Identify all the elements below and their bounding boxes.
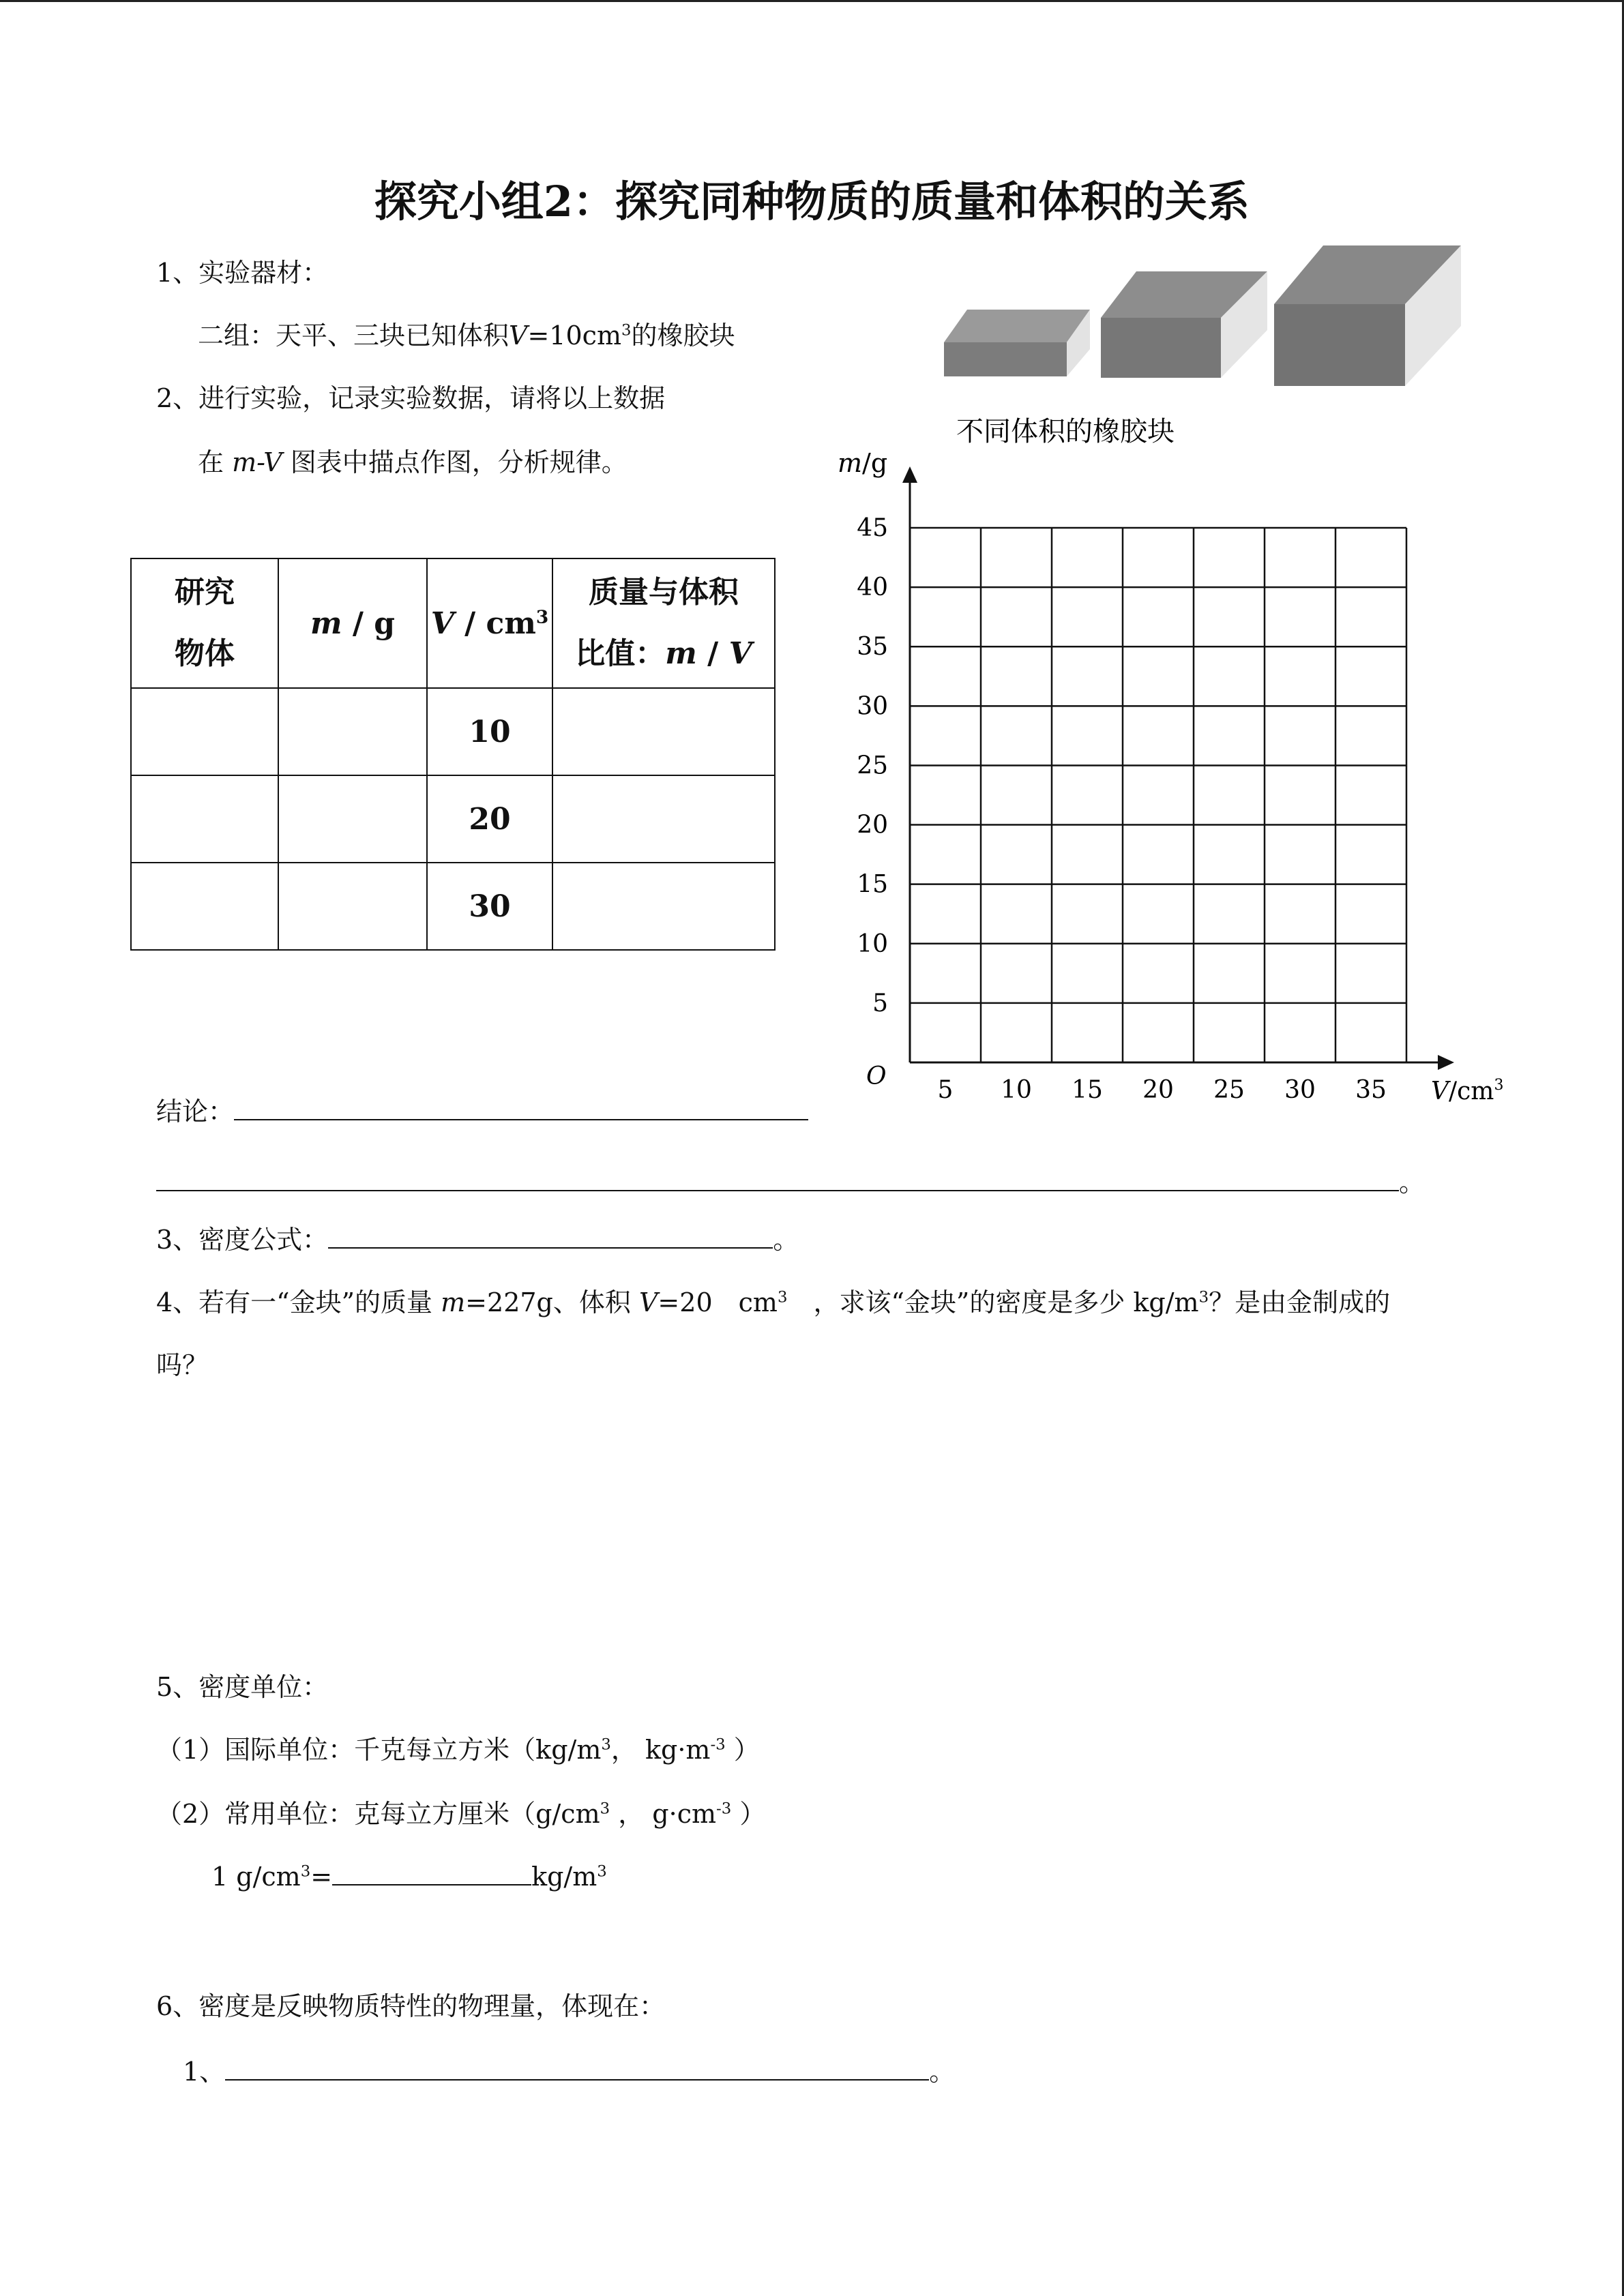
- y-tick-label: 10: [857, 929, 888, 958]
- section4-line1: 4、若有一“金块”的质量 m=227g、体积 V=20 $cm^3$ ，求该“金块”的密度是多少 $kg/m^3$？是由金制成的: [156, 1287, 1391, 1317]
- cell-volume: 10: [427, 688, 552, 775]
- x-axis-label: $V/cm^3$: [1431, 1077, 1504, 1105]
- x-tick-label: 15: [1072, 1076, 1103, 1104]
- cell-ratio[interactable]: [552, 688, 775, 775]
- section5-heading: 5、密度单位：: [156, 1672, 329, 1702]
- conclusion-label: 结论：: [156, 1097, 235, 1127]
- page-border-top: [0, 0, 1624, 2]
- rubber-block-medium: [1101, 271, 1267, 378]
- y-axis-arrow: [902, 466, 917, 483]
- y-tick-label: 20: [857, 811, 888, 839]
- rubber-blocks-illustration: [934, 239, 1480, 396]
- section5-intl-unit: （1）国际单位：千克每立方米（$kg/m^3$， $kg\cdot m^{-3}$ ）: [156, 1735, 760, 1765]
- x-tick-label: 25: [1213, 1076, 1245, 1104]
- chart-ticks: [857, 514, 1387, 1104]
- section6-heading: 6、密度是反映物质特性的物理量，体现在：: [156, 1991, 666, 2021]
- chart-title: 不同体积的橡胶块: [956, 416, 1175, 447]
- table-header-row: [131, 558, 775, 688]
- cell-volume: 20: [427, 775, 552, 863]
- header-ratio: 质量与体积 比值：m / V: [552, 558, 775, 688]
- origin-label: O: [866, 1062, 887, 1090]
- section3-label: 3、密度公式：: [156, 1225, 329, 1255]
- cell-mass[interactable]: [278, 688, 427, 775]
- table-row: [131, 863, 775, 950]
- section5-common-unit: （2）常用单位：克每立方厘米（$g/cm^3$ ， $g\cdot cm^{-3}$ ）: [156, 1799, 766, 1829]
- x-axis-arrow: [1438, 1055, 1454, 1070]
- x-tick-label: 20: [1142, 1076, 1174, 1104]
- cell-mass[interactable]: [278, 775, 427, 863]
- page-title: 探究小组2：探究同种物质的质量和体积的关系: [374, 177, 1250, 226]
- section1-heading: 1、实验器材：: [156, 258, 329, 288]
- cell-object[interactable]: [131, 863, 278, 950]
- section6-item1: 1、 。: [183, 2057, 956, 2087]
- x-tick-label: 35: [1355, 1076, 1387, 1104]
- cell-volume: 30: [427, 863, 552, 950]
- density-formula-blank[interactable]: [328, 1227, 773, 1249]
- cell-ratio[interactable]: [552, 863, 775, 950]
- header-object: 研究 物体: [131, 558, 278, 688]
- y-tick-label: 40: [857, 573, 888, 602]
- y-tick-label: 30: [857, 692, 888, 721]
- y-tick-label: 15: [857, 870, 888, 899]
- section5-conversion: 1 $g/cm^3= kg/m^3$: [211, 1862, 607, 1892]
- rubber-block-large: [1274, 245, 1461, 386]
- cell-mass[interactable]: [278, 863, 427, 950]
- cell-object[interactable]: [131, 775, 278, 863]
- section4-line2: 吗？: [156, 1350, 209, 1380]
- y-tick-label: 25: [857, 751, 888, 780]
- conversion-blank[interactable]: [332, 1864, 531, 1885]
- y-tick-label: 35: [857, 633, 888, 661]
- y-tick-label: 5: [872, 989, 888, 1017]
- conclusion-blank-1[interactable]: [234, 1099, 808, 1120]
- y-tick-label: 45: [857, 514, 888, 542]
- table-row: [131, 688, 775, 775]
- header-volume: V / $cm^3$: [427, 558, 552, 688]
- cell-object[interactable]: [131, 688, 278, 775]
- section1-materials: 二组：天平、三块已知体积$V=10cm^3$的橡胶块: [198, 320, 735, 351]
- rubber-block-small: [944, 310, 1090, 376]
- section6-item1-blank[interactable]: [225, 2059, 929, 2081]
- conclusion-row-2: [156, 1166, 1425, 1199]
- y-axis-label: m/g: [838, 448, 888, 478]
- m-v-chart: [825, 402, 1507, 1132]
- header-mass: m / g: [278, 558, 427, 688]
- conclusion-end: 。: [1399, 1167, 1426, 1197]
- conclusion-blank-2[interactable]: [156, 1169, 1399, 1191]
- section2-line1: 2、进行实验，记录实验数据，请将以上数据: [156, 383, 666, 413]
- table-row: [131, 775, 775, 863]
- conclusion-row: [156, 1095, 808, 1128]
- data-table: [130, 558, 776, 951]
- cell-ratio[interactable]: [552, 775, 775, 863]
- x-tick-label: 5: [937, 1076, 954, 1104]
- x-tick-label: 30: [1284, 1076, 1316, 1104]
- section3-row: 3、密度公式： 。: [156, 1225, 799, 1255]
- section2-line2: 在 m-V 图表中描点作图，分析规律。: [198, 447, 628, 477]
- x-tick-label: 10: [1001, 1076, 1032, 1104]
- chart-grid: [910, 528, 1406, 1062]
